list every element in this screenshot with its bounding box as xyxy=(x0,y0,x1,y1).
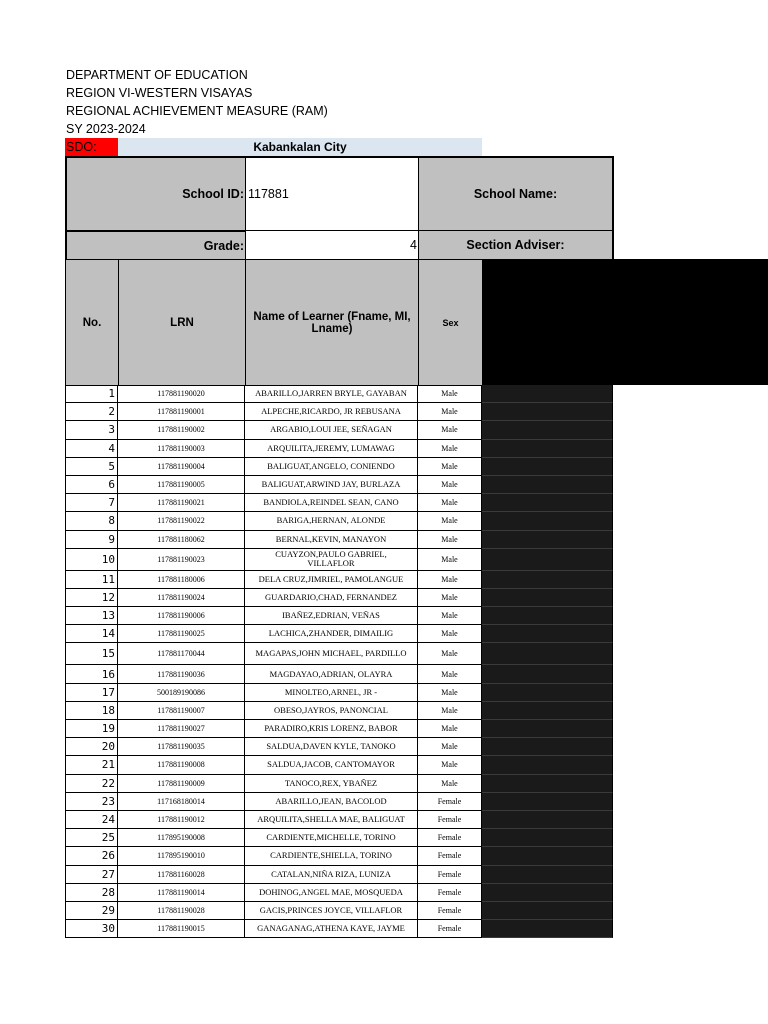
row-lrn: 117881190001 xyxy=(118,403,245,421)
table-row xyxy=(65,665,613,683)
row-number: 5 xyxy=(65,458,118,476)
redacted-cell xyxy=(482,775,613,793)
row-learner-name: ARGABIO,LOUI JEE, SEÑAGAN xyxy=(245,421,418,439)
row-sex: Male xyxy=(418,775,482,793)
row-sex: Male xyxy=(418,665,482,683)
row-sex: Female xyxy=(418,920,482,938)
redacted-cell xyxy=(482,756,613,774)
row-lrn: 117881190007 xyxy=(118,702,245,720)
row-sex: Female xyxy=(418,866,482,884)
row-lrn: 117881190024 xyxy=(118,589,245,607)
row-learner-name: MAGAPAS,JOHN MICHAEL, PARDILLO xyxy=(245,643,418,665)
table-row xyxy=(65,607,613,625)
row-lrn: 117168180014 xyxy=(118,793,245,811)
redacted-cell xyxy=(482,884,613,902)
row-sex: Male xyxy=(418,512,482,530)
row-sex: Male xyxy=(418,738,482,756)
row-learner-name: MINOLTEO,ARNEL, JR - xyxy=(245,684,418,702)
row-learner-name: IBAÑEZ,EDRIAN, VEÑAS xyxy=(245,607,418,625)
row-learner-name: BERNAL,KEVIN, MANAYON xyxy=(245,531,418,549)
row-learner-name: DOHINOG,ANGEL MAE, MOSQUEDA xyxy=(245,884,418,902)
row-sex: Male xyxy=(418,531,482,549)
row-number: 18 xyxy=(65,702,118,720)
row-learner-name: OBESO,JAYROS, PANONCIAL xyxy=(245,702,418,720)
row-sex: Male xyxy=(418,625,482,643)
row-sex: Female xyxy=(418,793,482,811)
row-sex: Male xyxy=(418,684,482,702)
grade-label: Grade: xyxy=(65,230,246,260)
row-sex: Female xyxy=(418,811,482,829)
row-sex: Male xyxy=(418,549,482,571)
row-sex: Female xyxy=(418,884,482,902)
row-learner-name: TANOCO,REX, YBAÑEZ xyxy=(245,775,418,793)
row-lrn: 117881190012 xyxy=(118,811,245,829)
school-id-value: 117881 xyxy=(245,156,419,231)
row-sex: Male xyxy=(418,476,482,494)
row-lrn: 117881190023 xyxy=(118,549,245,571)
table-row xyxy=(65,625,613,643)
redacted-cell xyxy=(482,902,613,920)
row-lrn: 117881190015 xyxy=(118,920,245,938)
redacted-cell xyxy=(482,625,613,643)
row-learner-name: CATALAN,NIÑA RIZA, LUNIZA xyxy=(245,866,418,884)
redacted-cell xyxy=(482,385,613,403)
assessment-title: REGIONAL ACHIEVEMENT MEASURE (RAM) xyxy=(66,104,328,118)
row-number: 26 xyxy=(65,847,118,865)
row-number: 29 xyxy=(65,902,118,920)
table-row xyxy=(65,829,613,847)
row-sex: Male xyxy=(418,607,482,625)
row-number: 6 xyxy=(65,476,118,494)
row-number: 4 xyxy=(65,440,118,458)
sdo-label: SDO: xyxy=(65,138,118,156)
school-name-label: School Name: xyxy=(418,156,614,231)
redacted-cell xyxy=(482,607,613,625)
redacted-header-block xyxy=(482,259,768,385)
row-lrn: 500189190086 xyxy=(118,684,245,702)
row-learner-name: LACHICA,ZHANDER, DIMAILIG xyxy=(245,625,418,643)
row-lrn: 117881190005 xyxy=(118,476,245,494)
row-lrn: 117881190027 xyxy=(118,720,245,738)
redacted-cell xyxy=(482,476,613,494)
row-lrn: 117881190035 xyxy=(118,738,245,756)
redacted-cell xyxy=(482,549,613,571)
row-number: 9 xyxy=(65,531,118,549)
row-sex: Male xyxy=(418,571,482,589)
sdo-value: Kabankalan City xyxy=(118,138,482,156)
table-row xyxy=(65,512,613,530)
row-learner-name: ARQUILITA,SHELLA MAE, BALIGUAT xyxy=(245,811,418,829)
table-row xyxy=(65,756,613,774)
row-number: 12 xyxy=(65,589,118,607)
redacted-cell xyxy=(482,571,613,589)
row-number: 20 xyxy=(65,738,118,756)
section-adviser-label: Section Adviser: xyxy=(418,230,614,260)
row-sex: Male xyxy=(418,458,482,476)
redacted-cell xyxy=(482,512,613,530)
row-number: 23 xyxy=(65,793,118,811)
row-number: 24 xyxy=(65,811,118,829)
row-learner-name: GUARDARIO,CHAD, FERNANDEZ xyxy=(245,589,418,607)
table-row xyxy=(65,811,613,829)
redacted-cell xyxy=(482,920,613,938)
row-number: 14 xyxy=(65,625,118,643)
row-learner-name: ALPECHE,RICARDO, JR REBUSANA xyxy=(245,403,418,421)
row-learner-name: GANAGANAG,ATHENA KAYE, JAYME xyxy=(245,920,418,938)
row-learner-name: BALIGUAT,ARWIND JAY, BURLAZA xyxy=(245,476,418,494)
redacted-cell xyxy=(482,589,613,607)
table-row xyxy=(65,549,613,571)
row-number: 16 xyxy=(65,665,118,683)
table-row xyxy=(65,571,613,589)
redacted-cell xyxy=(482,643,613,665)
row-lrn: 117881190025 xyxy=(118,625,245,643)
row-number: 1 xyxy=(65,385,118,403)
row-sex: Male xyxy=(418,720,482,738)
row-number: 3 xyxy=(65,421,118,439)
redacted-cell xyxy=(482,720,613,738)
row-learner-name: CARDIENTE,MICHELLE, TORINO xyxy=(245,829,418,847)
row-sex: Male xyxy=(418,385,482,403)
row-sex: Male xyxy=(418,403,482,421)
redacted-cell xyxy=(482,440,613,458)
column-header-name: Name of Learner (Fname, MI, Lname) xyxy=(245,259,419,386)
redacted-cell xyxy=(482,684,613,702)
redacted-cell xyxy=(482,531,613,549)
redacted-cell xyxy=(482,793,613,811)
row-number: 21 xyxy=(65,756,118,774)
table-row xyxy=(65,775,613,793)
learner-table-body xyxy=(65,385,613,938)
row-lrn: 117881190022 xyxy=(118,512,245,530)
redacted-cell xyxy=(482,403,613,421)
row-lrn: 117881190004 xyxy=(118,458,245,476)
row-number: 30 xyxy=(65,920,118,938)
row-number: 10 xyxy=(65,549,118,571)
row-learner-name: DELA CRUZ,JIMRIEL, PAMOLANGUE xyxy=(245,571,418,589)
row-lrn: 117881190008 xyxy=(118,756,245,774)
row-lrn: 117881190003 xyxy=(118,440,245,458)
redacted-cell xyxy=(482,847,613,865)
table-row xyxy=(65,531,613,549)
row-lrn: 117881190006 xyxy=(118,607,245,625)
redacted-cell xyxy=(482,811,613,829)
row-sex: Male xyxy=(418,494,482,512)
row-learner-name: ABARILLO,JEAN, BACOLOD xyxy=(245,793,418,811)
table-row xyxy=(65,920,613,938)
row-number: 28 xyxy=(65,884,118,902)
row-learner-name: BANDIOLA,REINDEL SEAN, CANO xyxy=(245,494,418,512)
row-learner-name: SALDUA,DAVEN KYLE, TANOKO xyxy=(245,738,418,756)
row-number: 15 xyxy=(65,643,118,665)
row-sex: Female xyxy=(418,829,482,847)
row-lrn: 117881190014 xyxy=(118,884,245,902)
table-row xyxy=(65,684,613,702)
table-row xyxy=(65,494,613,512)
row-learner-name: CUAYZON,PAULO GABRIEL, VILLAFLOR xyxy=(245,549,418,571)
row-learner-name: MAGDAYAO,ADRIAN, OLAYRA xyxy=(245,665,418,683)
region-title: REGION VI-WESTERN VISAYAS xyxy=(66,86,253,100)
row-lrn: 117881190028 xyxy=(118,902,245,920)
row-sex: Male xyxy=(418,702,482,720)
row-sex: Male xyxy=(418,589,482,607)
redacted-cell xyxy=(482,421,613,439)
table-row xyxy=(65,643,613,665)
row-number: 22 xyxy=(65,775,118,793)
row-lrn: 117881180006 xyxy=(118,571,245,589)
redacted-cell xyxy=(482,458,613,476)
row-sex: Male xyxy=(418,756,482,774)
table-row xyxy=(65,421,613,439)
row-learner-name: BALIGUAT,ANGELO, CONIENDO xyxy=(245,458,418,476)
row-learner-name: BARIGA,HERNAN, ALONDE xyxy=(245,512,418,530)
row-lrn: 117881190002 xyxy=(118,421,245,439)
table-row xyxy=(65,385,613,403)
row-sex: Male xyxy=(418,421,482,439)
row-number: 8 xyxy=(65,512,118,530)
redacted-cell xyxy=(482,738,613,756)
row-sex: Female xyxy=(418,902,482,920)
redacted-cell xyxy=(482,494,613,512)
row-number: 13 xyxy=(65,607,118,625)
table-row xyxy=(65,702,613,720)
row-number: 25 xyxy=(65,829,118,847)
row-learner-name: GACIS,PRINCES JOYCE, VILLAFLOR xyxy=(245,902,418,920)
school-year: SY 2023-2024 xyxy=(66,122,146,136)
row-number: 19 xyxy=(65,720,118,738)
table-row xyxy=(65,884,613,902)
table-row xyxy=(65,738,613,756)
department-title: DEPARTMENT OF EDUCATION xyxy=(66,68,248,82)
row-learner-name: SALDUA,JACOB, CANTOMAYOR xyxy=(245,756,418,774)
row-learner-name: ARQUILITA,JEREMY, LUMAWAG xyxy=(245,440,418,458)
row-learner-name: ABARILLO,JARREN BRYLE, GAYABAN xyxy=(245,385,418,403)
school-id-label: School ID: xyxy=(65,156,246,231)
row-learner-name: CARDIENTE,SHIELLA, TORINO xyxy=(245,847,418,865)
table-row xyxy=(65,440,613,458)
table-row xyxy=(65,720,613,738)
table-row xyxy=(65,403,613,421)
row-number: 17 xyxy=(65,684,118,702)
table-row xyxy=(65,866,613,884)
table-row xyxy=(65,476,613,494)
row-number: 27 xyxy=(65,866,118,884)
row-lrn: 117881190036 xyxy=(118,665,245,683)
column-header-no: No. xyxy=(65,259,119,386)
row-lrn: 117895190010 xyxy=(118,847,245,865)
row-learner-name: PARADIRO,KRIS LORENZ, BABOR xyxy=(245,720,418,738)
table-row xyxy=(65,458,613,476)
redacted-cell xyxy=(482,829,613,847)
row-lrn: 117881180062 xyxy=(118,531,245,549)
row-lrn: 117881190020 xyxy=(118,385,245,403)
row-lrn: 117881160028 xyxy=(118,866,245,884)
row-number: 11 xyxy=(65,571,118,589)
redacted-cell xyxy=(482,866,613,884)
row-sex: Female xyxy=(418,847,482,865)
redacted-cell xyxy=(482,702,613,720)
row-sex: Male xyxy=(418,440,482,458)
row-lrn: 117881190009 xyxy=(118,775,245,793)
row-lrn: 117881190021 xyxy=(118,494,245,512)
row-number: 2 xyxy=(65,403,118,421)
redacted-cell xyxy=(482,665,613,683)
row-sex: Male xyxy=(418,643,482,665)
column-header-lrn: LRN xyxy=(118,259,246,386)
column-header-sex: Sex xyxy=(418,259,483,386)
grade-value: 4 xyxy=(245,230,419,260)
row-number: 7 xyxy=(65,494,118,512)
table-row xyxy=(65,793,613,811)
table-row xyxy=(65,902,613,920)
row-lrn: 117895190008 xyxy=(118,829,245,847)
table-row xyxy=(65,589,613,607)
row-lrn: 117881170044 xyxy=(118,643,245,665)
table-row xyxy=(65,847,613,865)
